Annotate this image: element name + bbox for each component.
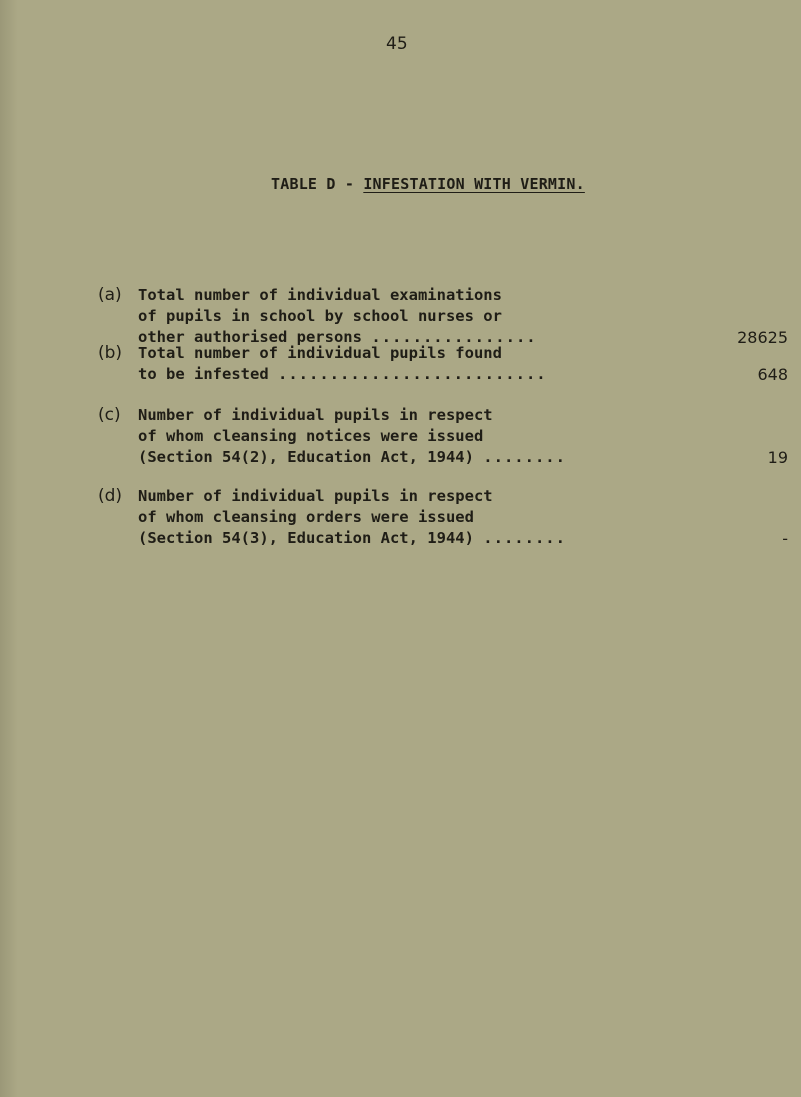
item-line-text: (Section 54(3), Education Act, 1944) [138, 529, 474, 547]
item-value: - [782, 529, 788, 548]
item-text [138, 285, 658, 348]
item-line-last [138, 528, 658, 549]
page-number: 45 [386, 34, 408, 54]
item-value: 19 [767, 448, 788, 467]
item-line: Number of individual pupils in respect [138, 487, 493, 505]
table-title [271, 175, 585, 193]
item-line-text: (Section 54(2), Education Act, 1944) [138, 448, 474, 466]
item-line: of pupils in school by school nurses or [138, 307, 502, 325]
item-label: (b) [98, 343, 123, 363]
item-line: Number of individual pupils in respect [138, 406, 493, 424]
item-line: of whom cleansing notices were issued [138, 427, 484, 445]
item-label: (c) [98, 405, 121, 425]
dot-leader: .......................... [278, 365, 547, 383]
item-value: 28625 [737, 328, 788, 347]
item-line-last [138, 447, 658, 468]
item-text [138, 486, 658, 549]
item-label: (a) [98, 285, 122, 305]
dot-leader: ........ [483, 529, 566, 547]
item-text [138, 405, 658, 468]
table-title-prefix: TABLE D - [271, 175, 364, 193]
item-line: of whom cleansing orders were issued [138, 508, 474, 526]
item-line-last [138, 364, 658, 385]
item-line-text: other authorised persons [138, 328, 362, 346]
item-value: 648 [757, 365, 788, 384]
dot-leader: ................ [371, 328, 537, 346]
item-line-text: to be infested [138, 365, 269, 383]
item-line: Total number of individual pupils found [138, 344, 502, 362]
item-line: Total number of individual examinations [138, 286, 502, 304]
table-title-underlined: INFESTATION WITH VERMIN. [363, 175, 585, 193]
item-label: (d) [98, 486, 123, 506]
dot-leader: ........ [483, 448, 566, 466]
item-text [138, 343, 658, 385]
